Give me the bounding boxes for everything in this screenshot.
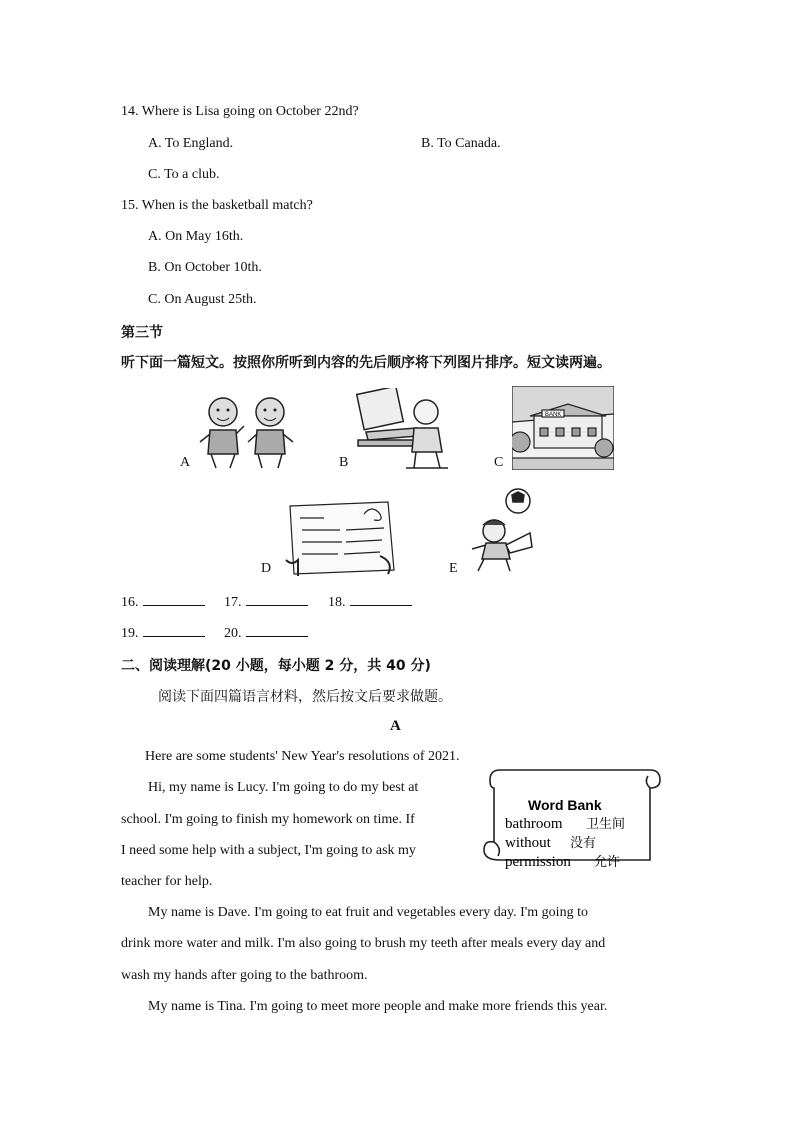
q14-option-c: C. To a club. xyxy=(148,167,220,182)
word-bank-gloss-without: 没有 xyxy=(570,836,597,851)
picture-c-bank-building xyxy=(512,386,614,470)
q15-option-a: A. On May 16th. xyxy=(148,229,244,244)
picture-label-d: D xyxy=(261,561,272,576)
q14-option-a: A. To England. xyxy=(148,136,234,151)
answer-blank-18[interactable]: 18. xyxy=(328,593,412,611)
q14-question: 14. Where is Lisa going on October 22nd? xyxy=(121,104,359,119)
answer-blank-19[interactable]: 19. xyxy=(121,624,205,642)
lucy-line-1: Hi, my name is Lucy. I'm going to do my best at xyxy=(148,780,419,795)
word-bank-entry-without: without xyxy=(505,835,551,851)
q15-question: 15. When is the basketball match? xyxy=(121,198,313,213)
tina-line-1: My name is Tina. I'm going to meet more people and make more friends this year. xyxy=(148,999,608,1014)
word-bank-title: Word Bank xyxy=(528,797,602,813)
answer-blank-16[interactable]: 16. xyxy=(121,593,205,611)
word-bank-entry-bathroom: bathroom xyxy=(505,816,563,832)
part2-instruction: 阅读下面四篇语言材料，然后按文后要求做题。 xyxy=(158,689,452,705)
picture-d-homework-paper xyxy=(284,500,402,576)
word-bank-gloss-bathroom: 卫生间 xyxy=(586,817,626,832)
passage-letter: A xyxy=(390,718,401,734)
picture-label-e: E xyxy=(449,561,458,576)
picture-b-girl-at-computer xyxy=(356,388,454,470)
dave-line-3: wash my hands after going to the bathroom. xyxy=(121,968,368,983)
word-bank-entry-permission: permission xyxy=(505,854,571,870)
answer-blank-17[interactable]: 17. xyxy=(224,593,308,611)
dave-line-2: drink more water and milk. I'm also going to brush my teeth after meals every day and xyxy=(121,936,606,951)
passage-intro: Here are some students' New Year's resolutions of 2021. xyxy=(145,749,460,764)
word-bank-gloss-permission: 允许 xyxy=(594,855,621,870)
lucy-line-4: teacher for help. xyxy=(121,874,213,889)
dave-line-1: My name is Dave. I'm going to eat fruit and vegetables every day. I'm going to xyxy=(148,905,588,920)
picture-label-b: B xyxy=(339,455,349,470)
part2-title: 二、阅读理解(20 小题，每小题 2 分，共 40 分) xyxy=(121,658,431,674)
lucy-line-3: I need some help with a subject, I'm going to ask my xyxy=(121,843,416,858)
picture-label-c: C xyxy=(494,455,504,470)
q15-option-c: C. On August 25th. xyxy=(148,292,257,307)
bank-sign: BANK xyxy=(545,412,562,418)
q14-option-b: B. To Canada. xyxy=(421,136,501,151)
word-bank-scroll xyxy=(474,768,662,874)
picture-label-a: A xyxy=(180,455,191,470)
picture-a-two-kids xyxy=(198,390,296,470)
section3-title: 第三节 xyxy=(121,325,163,341)
q15-option-b: B. On October 10th. xyxy=(148,260,262,275)
section3-instruction: 听下面一篇短文。按照你所听到内容的先后顺序将下列图片排序。短文读两遍。 xyxy=(121,355,611,371)
lucy-line-2: school. I'm going to finish my homework on time. If xyxy=(121,812,415,827)
answer-blank-20[interactable]: 20. xyxy=(224,624,308,642)
picture-e-boy-with-ball xyxy=(466,487,534,575)
